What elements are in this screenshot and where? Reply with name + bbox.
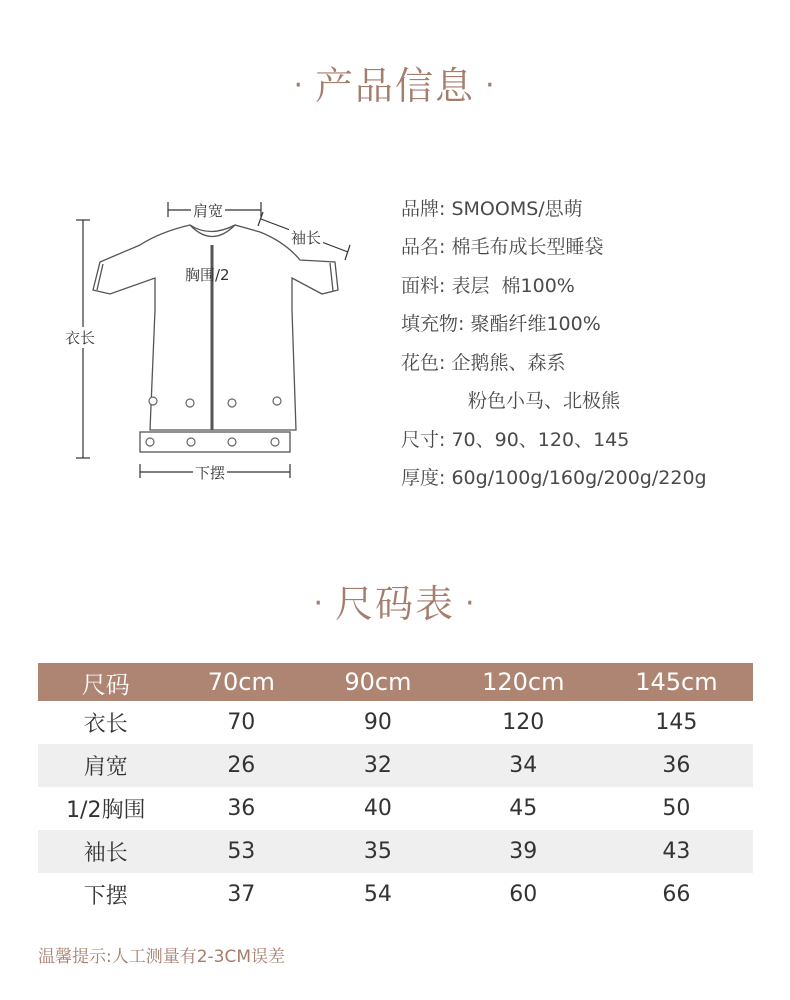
info-color-continued <box>468 386 620 413</box>
garment-diagram <box>60 190 360 490</box>
table-cell: 145 <box>655 710 698 735</box>
table-cell: 36 <box>227 796 256 821</box>
table-cell: 37 <box>227 882 256 907</box>
table-row <box>38 873 753 916</box>
table-cell: 35 <box>309 830 447 873</box>
table-cell: 袖长 <box>38 830 174 873</box>
table-cell: 下摆 <box>83 884 128 909</box>
info-brand <box>401 194 583 221</box>
info-key: 尺寸: <box>401 429 446 451</box>
info-value: 表层 棉100% <box>451 275 575 297</box>
size-table <box>38 663 753 916</box>
info-value: 聚酯纤维100% <box>470 313 601 335</box>
info-color <box>401 348 565 375</box>
table-cell: 60 <box>509 882 538 907</box>
table-cell: 36 <box>600 744 753 787</box>
info-key: 面料: <box>401 275 446 297</box>
measurement-note: 温馨提示:人工测量有2-3CM误差 <box>38 947 286 967</box>
info-value: 企鹅熊、森系 <box>451 352 566 374</box>
table-cell: 90 <box>363 710 392 735</box>
table-cell: 66 <box>662 882 691 907</box>
half-chest-label: 胸围/2 <box>185 266 230 284</box>
info-value: 70、90、120、145 <box>451 429 630 451</box>
table-cell: 45 <box>509 796 538 821</box>
info-filling <box>401 309 601 336</box>
title-dot-right: · <box>465 586 477 621</box>
title-dot-left: · <box>313 586 325 621</box>
info-thickness <box>401 463 707 490</box>
info-key: 品名: <box>401 236 446 258</box>
info-key: 厚度: <box>401 467 446 489</box>
hem-width-label: 下摆 <box>195 464 226 482</box>
info-product-name <box>401 232 603 259</box>
table-cell: 26 <box>174 744 310 787</box>
product-info-title <box>0 55 790 110</box>
table-cell: 衣长 <box>83 712 128 737</box>
header-cell: 120cm <box>447 663 600 701</box>
table-cell: 50 <box>662 796 691 821</box>
table-row <box>38 701 753 744</box>
table-cell: 34 <box>447 744 600 787</box>
info-value: 60g/100g/160g/200g/220g <box>451 467 707 489</box>
table-cell: 54 <box>363 882 392 907</box>
table-row <box>38 830 753 873</box>
header-cell: 145cm <box>600 663 753 701</box>
table-cell: 肩宽 <box>38 744 174 787</box>
product-info-title-text: 产品信息 <box>314 64 475 108</box>
table-cell: 120 <box>502 710 545 735</box>
info-value: SMOOMS/思萌 <box>451 198 583 220</box>
shoulder-width-label: 肩宽 <box>193 202 224 220</box>
body-length-label: 衣长 <box>65 329 96 347</box>
title-dot-left: · <box>293 68 305 103</box>
table-row <box>38 787 753 830</box>
info-key: 品牌: <box>401 198 446 220</box>
size-table-header <box>38 663 753 701</box>
title-dot-right: · <box>485 68 497 103</box>
header-cell: 尺码 <box>38 663 174 701</box>
table-cell: 39 <box>447 830 600 873</box>
table-cell: 40 <box>363 796 392 821</box>
info-key: 填充物: <box>401 313 465 335</box>
info-value: 棉毛布成长型睡袋 <box>451 236 604 258</box>
table-row <box>38 744 753 787</box>
sleeve-length-label: 袖长 <box>291 229 322 247</box>
info-key: 花色: <box>401 352 446 374</box>
size-chart-title-text: 尺码表 <box>334 582 455 626</box>
info-size <box>401 425 629 452</box>
table-cell: 53 <box>174 830 310 873</box>
table-cell: 70 <box>227 710 256 735</box>
info-fabric <box>401 271 575 298</box>
info-value: 粉色小马、北极熊 <box>468 390 621 412</box>
table-cell: 32 <box>309 744 447 787</box>
table-cell: 1/2胸围 <box>66 798 146 823</box>
header-cell: 70cm <box>174 663 310 701</box>
header-cell: 90cm <box>309 663 447 701</box>
size-chart-title <box>0 573 790 628</box>
table-cell: 43 <box>600 830 753 873</box>
